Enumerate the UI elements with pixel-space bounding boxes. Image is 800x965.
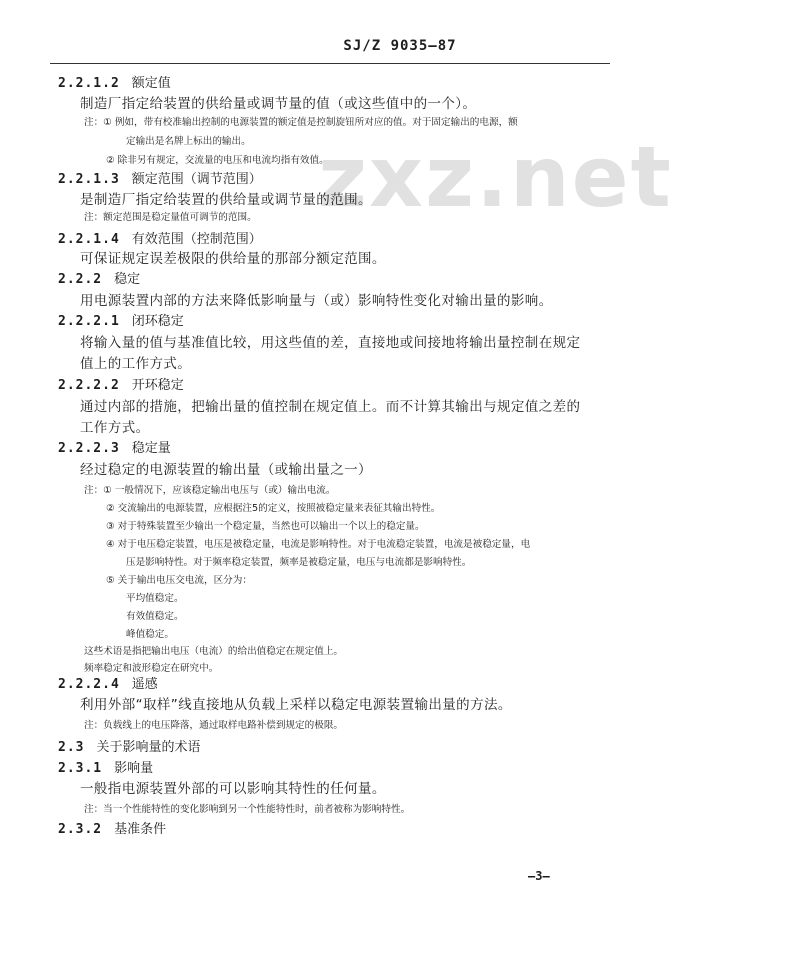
- heading-2-2-1-3: [58, 168, 262, 187]
- clause-number: 2.2.2: [58, 272, 103, 287]
- paragraph: 利用外部“取样”线直接地从负载上采样以稳定电源装置输出量的方法。: [80, 697, 512, 713]
- paragraph: 是制造厂指定给装置的供给量或调节量的范围。: [80, 192, 372, 208]
- note-line: 注：负载线上的电压降落，通过取样电路补偿到规定的极限。: [84, 720, 344, 731]
- watermark: zxz.net: [318, 128, 673, 226]
- note-line: 注：① 例如，带有校准输出控制的电源装置的额定值是控制旋钮所对应的值。对于固定输出的电源，额: [84, 117, 518, 128]
- clause-title: 闭环稳定: [131, 314, 184, 329]
- note-line: 定输出是名牌上标出的输出。: [126, 136, 251, 147]
- clause-number: 2.3.1: [58, 761, 103, 776]
- note-line: ⑤ 关于输出电压交电流，区分为：: [106, 575, 252, 586]
- note-line: 注：① 一般情况下，应该稳定输出电压与（或）输出电流。: [84, 485, 336, 496]
- heading-2-2-1-2: [58, 72, 171, 91]
- note-line: ② 交流输出的电源装置，应根据注5的定义，按照被稳定量来表征其输出特性。: [106, 503, 441, 514]
- clause-title: 关于影响量的术语: [96, 740, 201, 755]
- clause-title: 影响量: [114, 761, 154, 776]
- clause-number: 2.3: [58, 740, 85, 755]
- paragraph: 工作方式。: [80, 420, 150, 436]
- paragraph: 值上的工作方式。: [80, 356, 192, 372]
- document-code-header: SJ/Z 9035—87: [343, 38, 457, 54]
- note-line: 有效值稳定。: [126, 611, 184, 622]
- clause-number: 2.2.2.3: [58, 441, 120, 456]
- paragraph: 制造厂指定给装置的供给量或调节量的值（或这些值中的一个）。: [80, 96, 477, 112]
- paragraph: 通过内部的措施，把输出量的值控制在规定值上。而不计算其输出与规定值之差的: [80, 399, 581, 415]
- note-line: 注：额定范围是稳定量值可调节的范围。: [84, 212, 257, 223]
- heading-2-2-2-1: [58, 310, 184, 329]
- heading-2-2-2-3: [58, 437, 171, 456]
- clause-title: 稳定量: [131, 441, 171, 456]
- paragraph: 可保证规定误差极限的供给量的那部分额定范围。: [80, 251, 386, 267]
- clause-title: 额定值: [131, 76, 171, 91]
- clause-number: 2.2.2.4: [58, 677, 120, 692]
- heading-2-2-2-2: [58, 374, 184, 393]
- note-line: 频率稳定和波形稳定在研究中。: [84, 663, 219, 674]
- clause-title: 开环稳定: [131, 378, 184, 393]
- page-number: —3—: [528, 869, 550, 883]
- heading-2-3-2: [58, 818, 166, 837]
- heading-2-2-2-4: [58, 673, 158, 692]
- heading-2-2-1-4: [58, 228, 262, 247]
- paragraph: 一般指电源装置外部的可以影响其特性的任何量。: [80, 781, 386, 797]
- paragraph: 用电源装置内部的方法来降低影响量与（或）影响特性变化对输出量的影响。: [80, 293, 553, 309]
- clause-title: 有效范围（控制范围）: [131, 232, 262, 247]
- note-line: ④ 对于电压稳定装置，电压是被稳定量，电流是影响特性。对于电流稳定装置，电流是被稳定量，电: [106, 539, 531, 550]
- clause-number: 2.2.1.2: [58, 76, 120, 91]
- clause-title: 额定范围（调节范围）: [131, 172, 262, 187]
- clause-title: 基准条件: [114, 822, 167, 837]
- note-line: ② 除非另有规定，交流量的电压和电流均指有效值。: [106, 155, 329, 166]
- note-line: 压是影响特性。对于频率稳定装置，频率是被稳定量，电压与电流都是影响特性。: [126, 557, 472, 568]
- heading-2-3-1: [58, 757, 153, 776]
- note-line: ③ 对于特殊装置至少输出一个稳定量，当然也可以输出一个以上的稳定量。: [106, 521, 425, 532]
- clause-number: 2.2.2.2: [58, 378, 120, 393]
- clause-number: 2.2.2.1: [58, 314, 120, 329]
- heading-2-2-2: [58, 268, 140, 287]
- note-line: 平均值稳定。: [126, 593, 184, 604]
- clause-title: 稳定: [114, 272, 141, 287]
- clause-number: 2.3.2: [58, 822, 103, 837]
- paragraph: 经过稳定的电源装置的输出量（或输出量之一）: [80, 462, 372, 478]
- clause-number: 2.2.1.3: [58, 172, 120, 187]
- note-line: 注：当一个性能特性的变化影响到另一个性能特性时，前者被称为影响特性。: [84, 804, 411, 815]
- note-line: 这些术语是指把输出电压（电流）的给出值稳定在规定值上。: [84, 646, 344, 657]
- heading-2-3: [58, 736, 201, 755]
- note-line: 峰值稳定。: [126, 629, 174, 640]
- clause-title: 遥感: [131, 677, 158, 692]
- paragraph: 将输入量的值与基准值比较，用这些值的差，直接地或间接地将输出量控制在规定: [80, 335, 581, 351]
- clause-number: 2.2.1.4: [58, 232, 120, 247]
- header-rule: [50, 63, 610, 64]
